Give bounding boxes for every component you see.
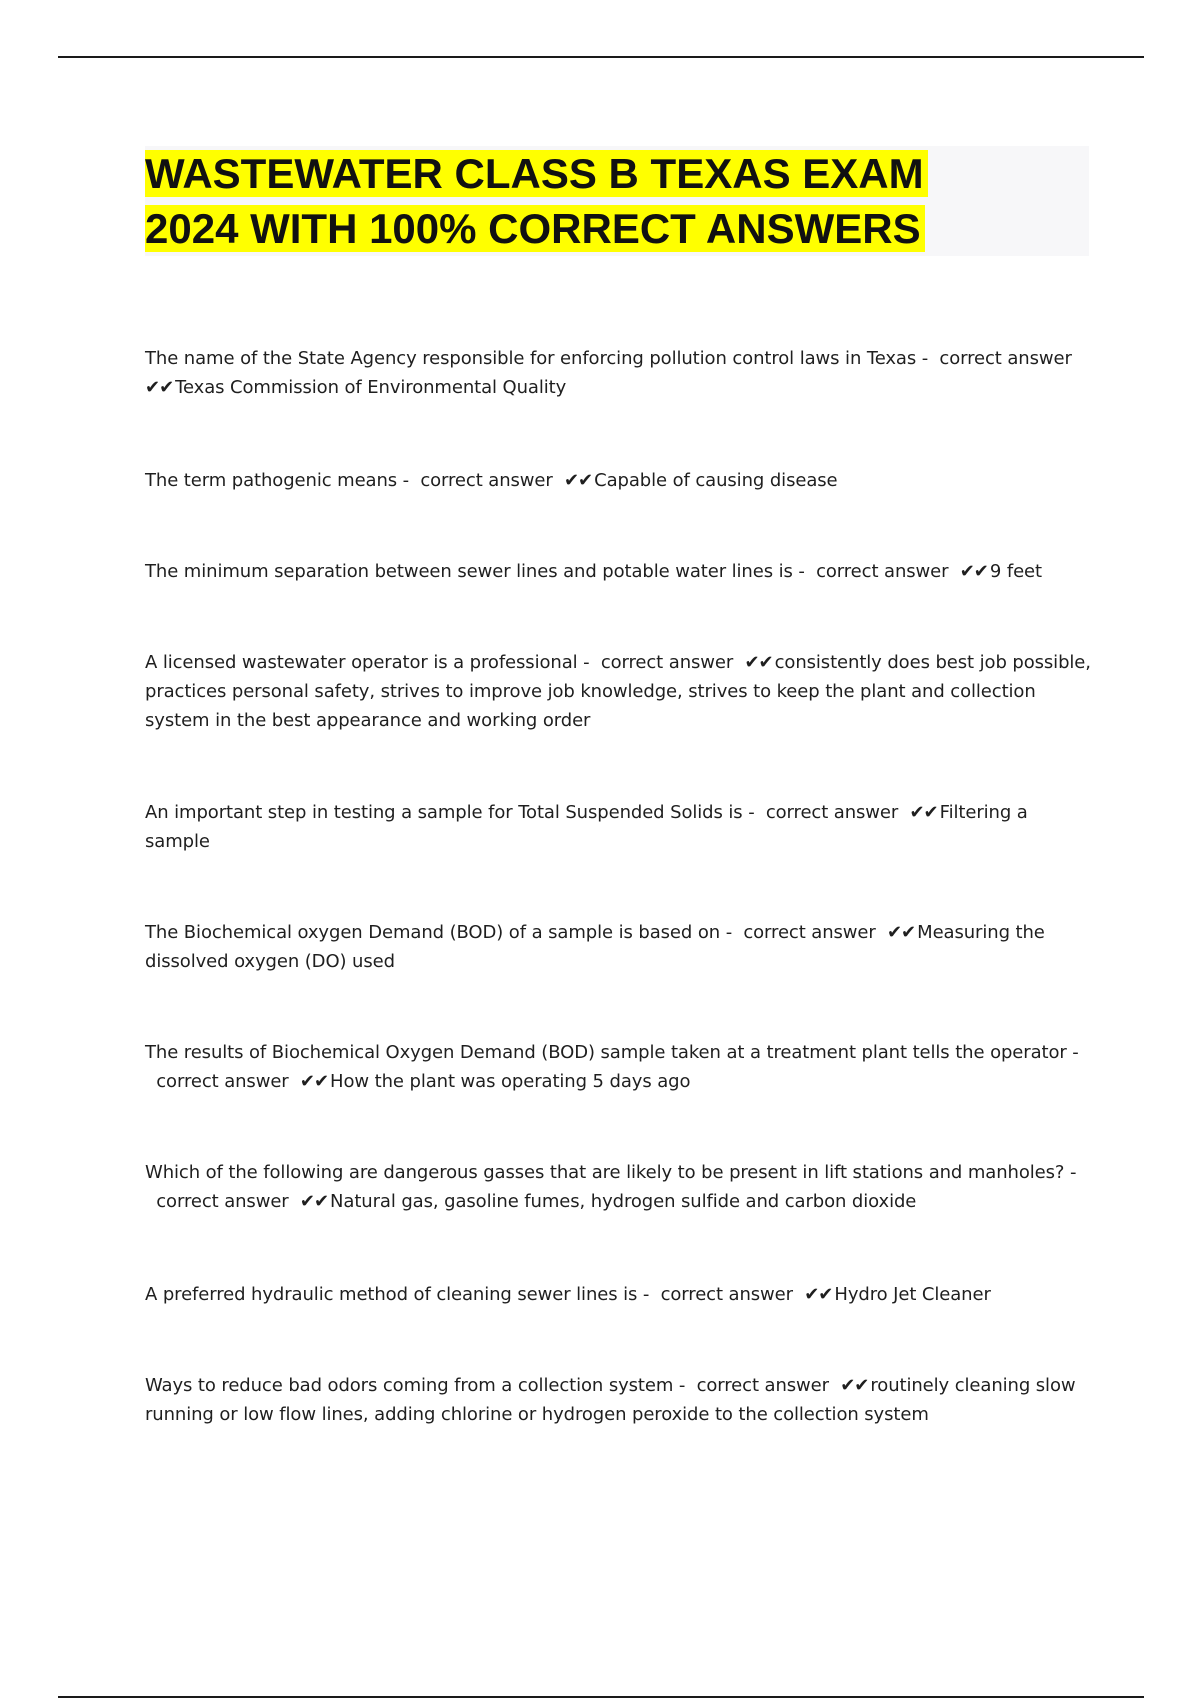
question-text: The Biochemical oxygen Demand (BOD) of a sample is based on - bbox=[145, 922, 733, 943]
answer-text: How the plant was operating 5 days ago bbox=[330, 1071, 691, 1092]
title-line-1: WASTEWATER CLASS B TEXAS EXAM bbox=[145, 150, 928, 197]
qa-item-7 bbox=[145, 1038, 1095, 1096]
answer-marker: correct answer bbox=[660, 1284, 793, 1305]
double-check-icon: ✔✔ bbox=[563, 470, 593, 491]
answer-text: Natural gas, gasoline fumes, hydrogen sulfide and carbon dioxide bbox=[330, 1191, 917, 1212]
question-text: A preferred hydraulic method of cleaning sewer lines is - bbox=[145, 1284, 650, 1305]
double-check-icon: ✔✔ bbox=[959, 561, 988, 582]
double-check-icon: ✔✔ bbox=[145, 377, 174, 398]
double-check-icon: ✔✔ bbox=[909, 802, 938, 823]
double-check-icon: ✔✔ bbox=[299, 1071, 329, 1092]
answer-text: Measuring the dissolved oxygen (DO) used bbox=[145, 922, 1045, 972]
answer-text: routinely cleaning slow running or low flow lines, adding chlorine or hydrogen peroxide to the collection system bbox=[145, 1375, 1076, 1425]
header-rule bbox=[58, 56, 1144, 58]
qa-item-8 bbox=[145, 1158, 1095, 1216]
question-text: An important step in testing a sample for Total Suspended Solids is - bbox=[145, 802, 755, 823]
answer-text: Filtering a sample bbox=[145, 802, 1028, 852]
double-check-icon: ✔✔ bbox=[840, 1375, 869, 1396]
question-text: Which of the following are dangerous gasses that are likely to be present in lift stations and manholes? - bbox=[145, 1162, 1077, 1183]
question-text: The term pathogenic means - bbox=[145, 470, 410, 491]
answer-marker: correct answer bbox=[696, 1375, 829, 1396]
answer-text: Capable of causing disease bbox=[594, 470, 838, 491]
document-title-block bbox=[145, 146, 1089, 256]
answer-text: Texas Commission of Environmental Quality bbox=[175, 377, 567, 398]
qa-item-10 bbox=[145, 1371, 1095, 1429]
question-text: The name of the State Agency responsible for enforcing pollution control laws in Texas - bbox=[145, 348, 929, 369]
answer-marker: correct answer bbox=[939, 348, 1072, 369]
qa-item-1 bbox=[145, 344, 1095, 402]
question-text: Ways to reduce bad odors coming from a collection system - bbox=[145, 1375, 686, 1396]
qa-item-2 bbox=[145, 466, 1095, 495]
answer-text: consistently does best job possible, practices personal safety, strives to improve job knowledge, strives to keep the plant and collection system in the best appearance and working order bbox=[145, 652, 1091, 731]
question-text: A licensed wastewater operator is a professional - bbox=[145, 652, 590, 673]
answer-marker: correct answer bbox=[743, 922, 876, 943]
answer-marker: correct answer bbox=[156, 1071, 289, 1092]
qa-item-9 bbox=[145, 1280, 1095, 1309]
qa-item-5 bbox=[145, 798, 1095, 856]
title-line-2: 2024 WITH 100% CORRECT ANSWERS bbox=[145, 205, 925, 252]
qa-item-4 bbox=[145, 648, 1095, 735]
answer-marker: correct answer bbox=[156, 1191, 289, 1212]
footer-rule bbox=[58, 1696, 1144, 1698]
document-title bbox=[145, 146, 1089, 256]
question-text: The minimum separation between sewer lines and potable water lines is - bbox=[145, 561, 805, 582]
answer-marker: correct answer bbox=[600, 652, 734, 673]
question-text: The results of Biochemical Oxygen Demand (BOD) sample taken at a treatment plant tells the operator - bbox=[145, 1042, 1079, 1063]
qa-item-3 bbox=[145, 557, 1095, 586]
answer-marker: correct answer bbox=[765, 802, 899, 823]
double-check-icon: ✔✔ bbox=[804, 1284, 833, 1305]
answer-text: 9 feet bbox=[989, 561, 1042, 582]
answer-marker: correct answer bbox=[420, 470, 553, 491]
answer-text: Hydro Jet Cleaner bbox=[834, 1284, 991, 1305]
double-check-icon: ✔✔ bbox=[299, 1191, 329, 1212]
answer-marker: correct answer bbox=[816, 561, 949, 582]
qa-item-6 bbox=[145, 918, 1095, 976]
double-check-icon: ✔✔ bbox=[744, 652, 773, 673]
double-check-icon: ✔✔ bbox=[886, 922, 916, 943]
